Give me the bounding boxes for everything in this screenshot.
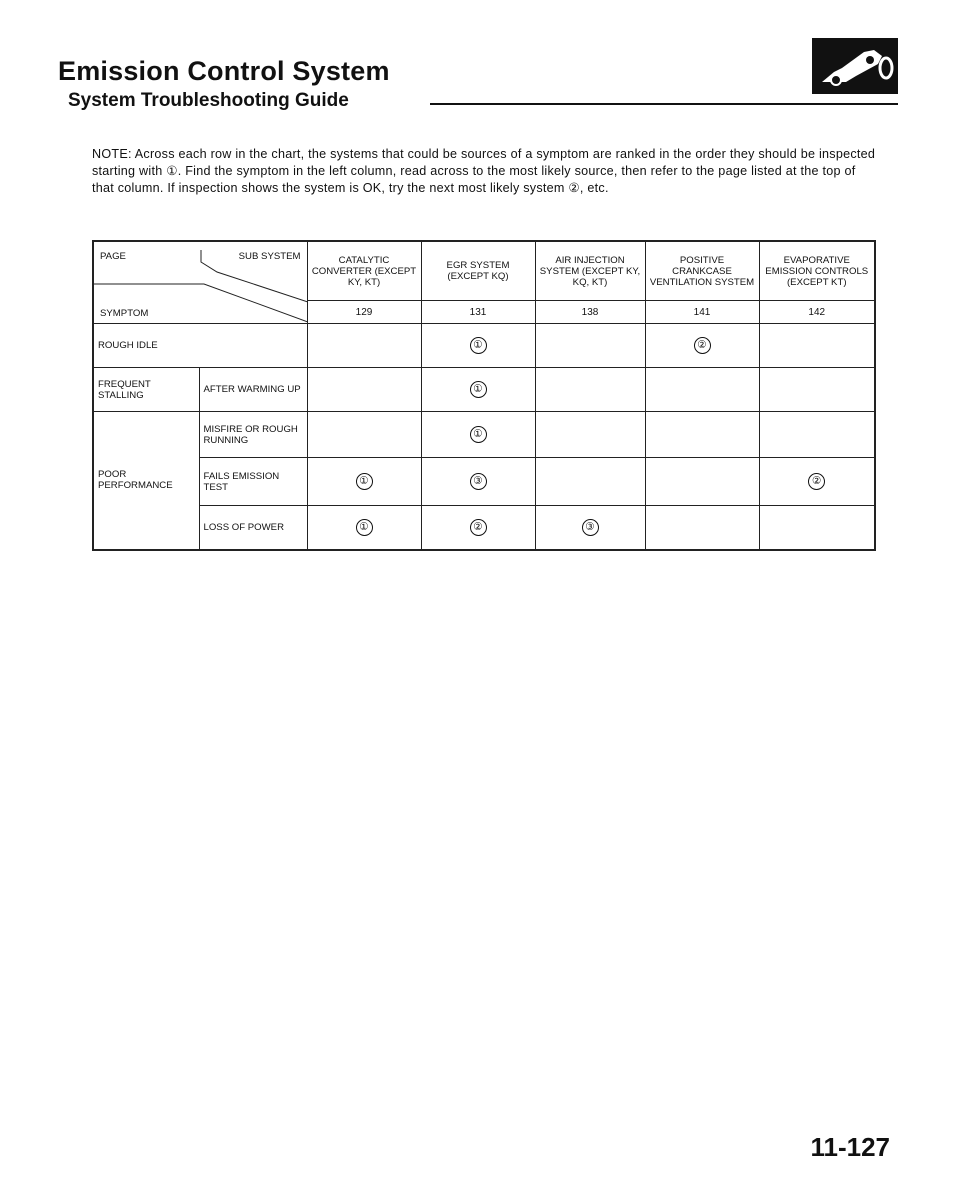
page-title: Emission Control System bbox=[58, 56, 390, 86]
column-header: EGR SYSTEM (EXCEPT KQ) bbox=[421, 241, 535, 301]
table-row bbox=[93, 458, 875, 506]
symptom-condition-label: MISFIRE OR ROUGH RUNNING bbox=[199, 412, 307, 458]
column-page-number: 138 bbox=[535, 301, 645, 324]
symptom-condition-label: LOSS OF POWER bbox=[199, 506, 307, 550]
rank-cell bbox=[307, 324, 421, 368]
section-heading bbox=[68, 90, 898, 120]
symptom-group-label: FREQUENT STALLING bbox=[93, 368, 199, 412]
rank-cell bbox=[307, 368, 421, 412]
table-row bbox=[93, 368, 875, 412]
heading-rule bbox=[430, 103, 898, 105]
rank-cell bbox=[759, 506, 875, 550]
corner-symptom-label: SYMPTOM bbox=[100, 308, 149, 319]
symptom-group-label: ROUGH IDLE bbox=[93, 324, 307, 368]
rank-cell bbox=[421, 412, 535, 458]
column-header: AIR INJECTION SYSTEM (EXCEPT KY, KQ, KT) bbox=[535, 241, 645, 301]
rank-cell bbox=[535, 412, 645, 458]
symptom-condition-label: AFTER WARMING UP bbox=[199, 368, 307, 412]
table-row bbox=[93, 324, 875, 368]
rank-marker: ① bbox=[470, 381, 487, 398]
column-page-number: 141 bbox=[645, 301, 759, 324]
rank-cell bbox=[535, 506, 645, 550]
table-row bbox=[93, 506, 875, 550]
rank-cell bbox=[421, 506, 535, 550]
symptom-condition-label: FAILS EMISSION TEST bbox=[199, 458, 307, 506]
symptom-group-label: POOR PERFORMANCE bbox=[93, 412, 199, 550]
column-page-number: 131 bbox=[421, 301, 535, 324]
column-header: EVAPORATIVE EMISSION CONTROLS (EXCEPT KT) bbox=[759, 241, 875, 301]
rank-marker: ② bbox=[808, 473, 825, 490]
rank-marker: ① bbox=[356, 473, 373, 490]
rank-cell bbox=[307, 506, 421, 550]
troubleshooting-chart bbox=[92, 240, 876, 551]
rank-cell bbox=[421, 368, 535, 412]
rank-cell bbox=[759, 458, 875, 506]
rank-cell bbox=[645, 412, 759, 458]
corner-subsystem-label: SUB SYSTEM bbox=[238, 251, 301, 262]
rank-marker: ① bbox=[470, 426, 487, 443]
car-jack-logo-icon bbox=[812, 38, 898, 94]
table-row bbox=[93, 412, 875, 458]
rank-marker: ② bbox=[694, 337, 711, 354]
rank-cell bbox=[307, 458, 421, 506]
rank-cell bbox=[759, 368, 875, 412]
rank-cell bbox=[535, 458, 645, 506]
rank-cell bbox=[307, 412, 421, 458]
rank-cell bbox=[759, 412, 875, 458]
rank-cell bbox=[421, 458, 535, 506]
rank-cell bbox=[421, 324, 535, 368]
rank-marker: ③ bbox=[582, 519, 599, 536]
rank-cell bbox=[535, 324, 645, 368]
page-number: 11-127 bbox=[810, 1132, 890, 1162]
rank-cell bbox=[535, 368, 645, 412]
chart-corner-cell bbox=[93, 241, 307, 324]
rank-marker: ① bbox=[356, 519, 373, 536]
corner-page-label: PAGE bbox=[100, 251, 126, 262]
rank-cell bbox=[645, 506, 759, 550]
rank-marker: ③ bbox=[470, 473, 487, 490]
column-header: CATALYTIC CONVERTER (EXCEPT KY, KT) bbox=[307, 241, 421, 301]
rank-marker: ① bbox=[470, 337, 487, 354]
rank-cell bbox=[645, 324, 759, 368]
rank-cell bbox=[759, 324, 875, 368]
rank-cell bbox=[645, 458, 759, 506]
instruction-note: NOTE: Across each row in the chart, the systems that could be sources of a symptom are ranked in the order they should be inspected starting with ①. Find the symptom in the left column, read across to the most likely source, then refer to the page listed at the top of that column. If inspection shows the system is OK, try the next most likely system ②, etc. bbox=[92, 147, 876, 195]
column-page-number: 129 bbox=[307, 301, 421, 324]
rank-cell bbox=[645, 368, 759, 412]
column-header: POSITIVE CRANKCASE VENTILATION SYSTEM bbox=[645, 241, 759, 301]
rank-marker: ② bbox=[470, 519, 487, 536]
page-subtitle: System Troubleshooting Guide bbox=[68, 90, 349, 111]
column-page-number: 142 bbox=[759, 301, 875, 324]
